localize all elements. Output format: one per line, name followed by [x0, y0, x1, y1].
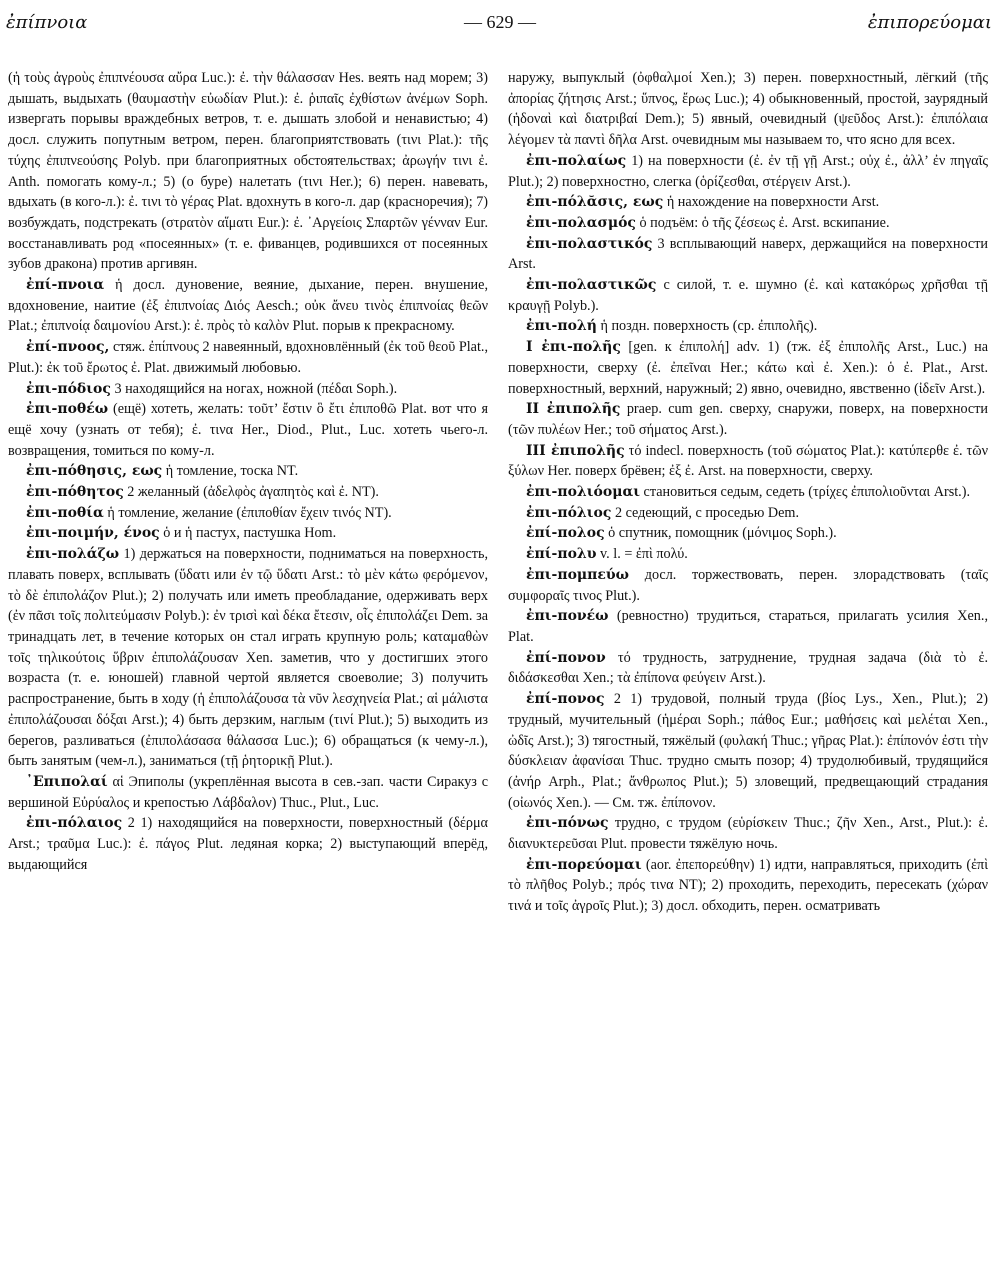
entry-text: (ἡ τοὺς ἀγροὺς ἐπιπνέουσα αὔρα Luc.): ἐ. τὴν θάλασσαν Hes. веять над морем; 3) дышать, выдыхать (θαυμαστὴν εὐωδίαν Plut.): ἐ. ῥιπαῖς ἐχθίστων ἀνέμων Soph. извергать порывы враждебных ветров, т. е. дышать злобой и ненавистью; 4) досл. служить попутным ветром, перен. благоприятствовать (τινι Plat.): τῆς τύχης ἐπιπνεούσης Polyb. при благоприятных обстоятельствах; ἀρωγήν τινι ἐ. Anth. помогать кому-л.; 5) (о буре) налетать (τινι Her.); 6) перен. навевать, вдыхать (в кого-л.): ἐ. τινι τὸ γέρας Plat. вдохнуть в кого-л. дар (красноречия); 7) возбуждать, подстрекать (στρατὸν αἵματι Eur.): ἐ. ᾿Αργείοις Σπαρτῶν γένναν Eur. восстанавливать род «посеянных» (т. е. фиванцев, родившихся от посеянных зубов дракона) против аргивян. — [8, 70, 489, 273]
headword: ἐπι-πόλιος — [526, 504, 612, 521]
dictionary-entry — [8, 461, 488, 482]
entry-text: наружу, выпуклый (ὀφθαλμοί Xen.); 3) перен. поверхностный, лёгкий (τῆς ἀπορίας ζήτησις Arst.; ὕπνος, ἔρως Luc.); 4) обыкновенный, простой, заурядный (ἡδοναὶ καὶ διατριβαί Dem.); 5) явный, очевидный (ψεῦδος Arst.): ἐπιπόλαια λέγομεν τὰ παντὶ δῆλα Arst. очевидным мы называем то, что ясно для всех. — [508, 70, 988, 149]
dictionary-entry — [8, 523, 488, 544]
headword: ἐπι-πόδιος — [26, 380, 111, 397]
entry-text: ἡ томление, тоска NT. — [165, 463, 299, 480]
entry-text: 1) на поверхности (ἐ. ἐν τῇ γῇ Arst.; οὐχ ἐ., ἀλλ’ ἐν πηγαῖς Plut.); 2) поверхностно, слегка (ὁρίζεσθαι, στέργειν Arst.). — [508, 152, 988, 190]
entry-continuation — [508, 68, 988, 151]
entry-text: с силой, т. е. шумно (ἐ. καὶ κατακόρως χρῆσθαι τῇ κραυγῇ Polyb.). — [508, 277, 988, 314]
entry-text: (aor. ἐπεπορεύθην) 1) идти, направляться, приходить (ἐπὶ τὸ πλῆθος Polyb.; πρός τινα NT); 2) проходить, переходить, пересекать (χώραν τινά и τοῖς ἀγροῖς Plut.); 3) досл. обходить, перен. осматривать — [508, 856, 989, 915]
entry-text: ἡ досл. дуновение, веяние, дыхание, перен. внушение, вдохновение, наитие (ἐξ ἐπιπνοίας Διός Aesch.; οὐκ ἄνευ τινὸς ἐπιπνοίας θεῶν Plat.; ἐπιπνοίᾳ δαιμονίου Arst.): ἐ. πρὸς τὸ καλὸν Plut. порыв к прекрасному. — [8, 277, 488, 335]
dictionary-entry — [508, 503, 988, 524]
dictionary-entry — [508, 482, 988, 503]
dictionary-entry — [508, 813, 988, 854]
entry-text: ὁ подъём: ὁ τῆς ζέσεως ἐ. Arst. вскипание. — [639, 214, 890, 231]
headword: ἐπι-πολαστικός — [526, 235, 653, 252]
entry-text: 3 всплывающий наверх, держащийся на поверхности Arst. — [508, 235, 989, 273]
dictionary-entry — [508, 648, 988, 689]
dictionary-entry — [8, 482, 488, 503]
entry-text: 1) держаться на поверхности, подниматься на поверхность, плавать поверх, всплывать (ὕδατι или ἐν τῷ ὕδατι Arst.: τὸ μὲν κάτω φερόμενον, τὸ δὲ ἐπιπολάζον Plut.); 2) получать или иметь преобладание, одерживать верх (ἐν πᾶσι τοῖς πολιτεύμασιν Polyb.): ἐν τρισὶ καὶ δέκα ἔτεσιν, οἷς ἐπιπολάζει Dem. за тринадцать лет, в течение которых он стал играть крупную роль; καταμαθὼν τοῖς τηλικούτοις ὕβριν ἐπιπολάζουσαν Xen. заметив, что у достигших этого возраста (т. е. юношей) главной чертой является своеволие; 3) получить распространение, быть в ходу (ἡ ἐπιπολάζουσα τὰ νῦν λεσχηνεία Plat.; αἱ μάλιστα ἐπιπολάζουσαι δόξαι Arst.); 4) быть дерзким, наглым (τινί Plut.); 5) выходить из берегов, разливаться (ἐπιπολάσασα θάλασσα Luc.); 6) обращаться (к чему-л.), быть занятым (чем-л.), заниматься (τῇ ῥητορικῇ Plut.). — [8, 546, 488, 770]
dictionary-entry — [8, 544, 488, 772]
dictionary-entry — [508, 689, 988, 813]
entry-text: стяж. ἐπίπνους 2 навеянный, вдохновлённый (ἐκ τοῦ θεοῦ Plat., Plut.): ἐκ τοῦ ἔρωτος ἐ. Plat. движимый любовью. — [8, 339, 488, 376]
dictionary-entry — [508, 275, 988, 316]
headword: ἐπι-πόλαιος — [26, 815, 123, 832]
dictionary-entry — [508, 606, 988, 647]
dictionary-entry — [508, 565, 988, 606]
entry-text: становиться седым, седеть (τρίχες ἐπιπολιοῦνται Arst.). — [643, 484, 970, 501]
entry-text: трудно, с трудом (εὑρίσκειν Thuc.; ζῆν Xen., Arst., Plut.): ἐ. διανυκτερεῦσαι Plut. провести тяжёлую ночь. — [508, 815, 989, 853]
headword: ἐπί-πολος — [526, 525, 605, 542]
dictionary-entry — [8, 399, 488, 461]
running-head-right: ἐπιπορεύομαι — [867, 12, 992, 33]
entry-text: τό indecl. поверхность (τοῦ σώματος Plat.): κατύπερθε ἐ. τῶν ξύλων Her. поверх брёвен; ἐξ ἐ. Arst. на поверхности, сверху. — [508, 442, 988, 480]
headword: II ἐπιπολῆς — [526, 401, 621, 418]
entry-text: praep. cum gen. сверху, снаружи, поверх, на поверхности (τῶν πυλέων Her.; τοῦ σήματος Arst.). — [508, 401, 989, 438]
dictionary-entry — [508, 192, 988, 213]
dictionary-entry — [8, 503, 488, 524]
headword: ἐπί-πονος — [526, 691, 605, 708]
entry-text: [gen. к ἐπιπολή] adv. 1) (тж. ἐξ ἐπιπολῆς Arst., Luc.) на поверхности, сверху (ἐ. ἐπεῖναι Her.; κάτω καὶ ἐ. Xen.): ὁ ἐ. Plat., Arst. поверхностный, верхний, наружный; 2) явно, очевидно, явственно (ἰδεῖν Arst.). — [508, 339, 988, 397]
headword: ἐπι-ποιμήν, ένος — [26, 525, 160, 542]
dictionary-entry — [508, 544, 988, 565]
headword: ἐπι-πολή — [526, 318, 597, 335]
entry-text: v. l. = ἐπὶ πολύ. — [600, 546, 688, 563]
headword: ἐπι-πόθητος — [26, 484, 124, 501]
headword: ἐπι-πορεύομαι — [526, 856, 642, 873]
dictionary-entry — [8, 813, 488, 875]
headword: ἐπι-πολαστικῶς — [526, 277, 657, 294]
dictionary-entry — [508, 213, 988, 234]
entry-text: αἱ Эпиполы (укреплённая высота в сев.-зап. части Сиракуз с вершиной Εὐρύαλος и крепостью Λάβδαλον) Thuc., Plut., Luc. — [8, 773, 488, 811]
running-head-left: ἐπίπνοια — [6, 12, 88, 33]
entry-text: 2 1) трудовой, полный труда (βίος Lys., Xen., Plut.); 2) трудный, мучительный (ἡμέραι Soph.; πάθος Eur.; μαθήσεις καὶ μελέται Xen., ὠδῖς Arst.); 3) тягостный, тяжёлый (φυλακή Thuc.; γῆρας Plat.): ἐπίπονόν ἐστι τὴν δύσκλειαν ἀφανίσαι Thuc. трудно смыть позор; 4) трудолюбивый, трудящийся (ἀνήρ Arph., Plat.; ἄνθρωπος Plut.); 5) зловещий, предвещающий страдания (οἰωνός Xen.). — См. тж. ἐπίπονον. — [508, 691, 988, 811]
dictionary-entry — [508, 855, 988, 917]
headword: ἐπι-πόλᾰσις, εως — [526, 194, 664, 211]
entry-text: 2 желанный (ἀδελφὸς ἀγαπητὸς καὶ ἐ. NT). — [127, 484, 379, 501]
headword: I ἐπι-πολῆς — [526, 339, 621, 356]
headword: ἐπι-ποθία — [26, 504, 104, 521]
dictionary-entry — [508, 316, 988, 337]
headword: ἐπί-πνοια — [26, 277, 105, 294]
headword: ἐπί-πολυ — [526, 546, 597, 563]
entry-text: досл. торжествовать, перен. злорадствовать (ταῖς συμφοραῖς τινος Plut.). — [508, 566, 988, 604]
dictionary-entry — [8, 337, 488, 378]
entry-text: ἡ томление, желание (ἐπιποθίαν ἔχειν τινός NT). — [107, 504, 392, 521]
dictionary-entry — [8, 772, 488, 813]
dictionary-entry — [508, 441, 988, 482]
headword: ἐπι-πολαίως — [526, 152, 627, 169]
left-column — [8, 68, 488, 875]
entry-text: ὁ спутник, помощник (μόνιμος Soph.). — [608, 525, 837, 542]
entry-text: ὁ и ἡ пастух, пастушка Hom. — [163, 525, 337, 542]
entry-text: 3 находящийся на ногах, ножной (πέδαι Soph.). — [114, 380, 398, 397]
headword: ἐπί-πονον — [526, 649, 606, 666]
dictionary-entry — [508, 151, 988, 192]
entry-text: (ревностно) трудиться, стараться, прилагать усилия Xen., Plat. — [508, 608, 988, 645]
entry-text: ἡ поздн. поверхность (ср. ἐπιπολῆς). — [600, 318, 818, 335]
headword: ἐπι-πολασμός — [526, 214, 636, 231]
dictionary-entry — [508, 399, 988, 440]
entry-text: τό трудность, затруднение, трудная задача (διὰ τὸ ἐ. διδάσκεσθαι Xen.; τὰ ἐπίπονα φεύγειν Arst.). — [508, 649, 988, 687]
dictionary-entry — [508, 234, 988, 275]
page-number: — 629 — — [464, 12, 536, 32]
dictionary-entry — [8, 275, 488, 337]
headword: ἐπι-πόθησις, εως — [26, 463, 163, 480]
headword: ἐπι-πολάζω — [26, 546, 120, 563]
entry-text: ἡ нахождение на поверхности Arst. — [666, 194, 880, 211]
headword: ἐπι-πονέω — [526, 608, 609, 625]
headword: ἐπι-ποθέω — [26, 401, 109, 418]
headword: ἐπι-πομπεύω — [526, 566, 629, 583]
headword: III ἐπιπολῆς — [526, 442, 625, 459]
entry-continuation — [8, 68, 488, 275]
headword: ἐπι-πόνως — [526, 815, 609, 832]
entry-text: 2 1) находящийся на поверхности, поверхностный (δέρμα Arst.; τραῦμα Luc.): ἐ. πάγος Plut. ледяная корка; 2) выступающий вперёд, выдающийся — [8, 815, 488, 873]
headword: ἐπί-πνοος, — [26, 339, 110, 356]
dictionary-entry — [508, 337, 988, 399]
headword: ἐπι-πολιόομαι — [526, 484, 640, 501]
entry-text: (ещё) хотеть, желать: τοῦτ’ ἔστιν ὃ ἔτι ἐπιποθῶ Plat. вот что я ещё хочу (узнать от тебя); ἐ. τινα Her., Diod., Plut., Luc. хотеть чьего-л. возвращения, томиться по кому-л. — [8, 401, 488, 459]
dictionary-entry — [508, 523, 988, 544]
headword: ᾿Επιπολαί — [26, 773, 108, 790]
entry-text: 2 седеющий, с проседью Dem. — [614, 504, 799, 521]
dictionary-entry — [8, 379, 488, 400]
right-column — [508, 68, 988, 917]
